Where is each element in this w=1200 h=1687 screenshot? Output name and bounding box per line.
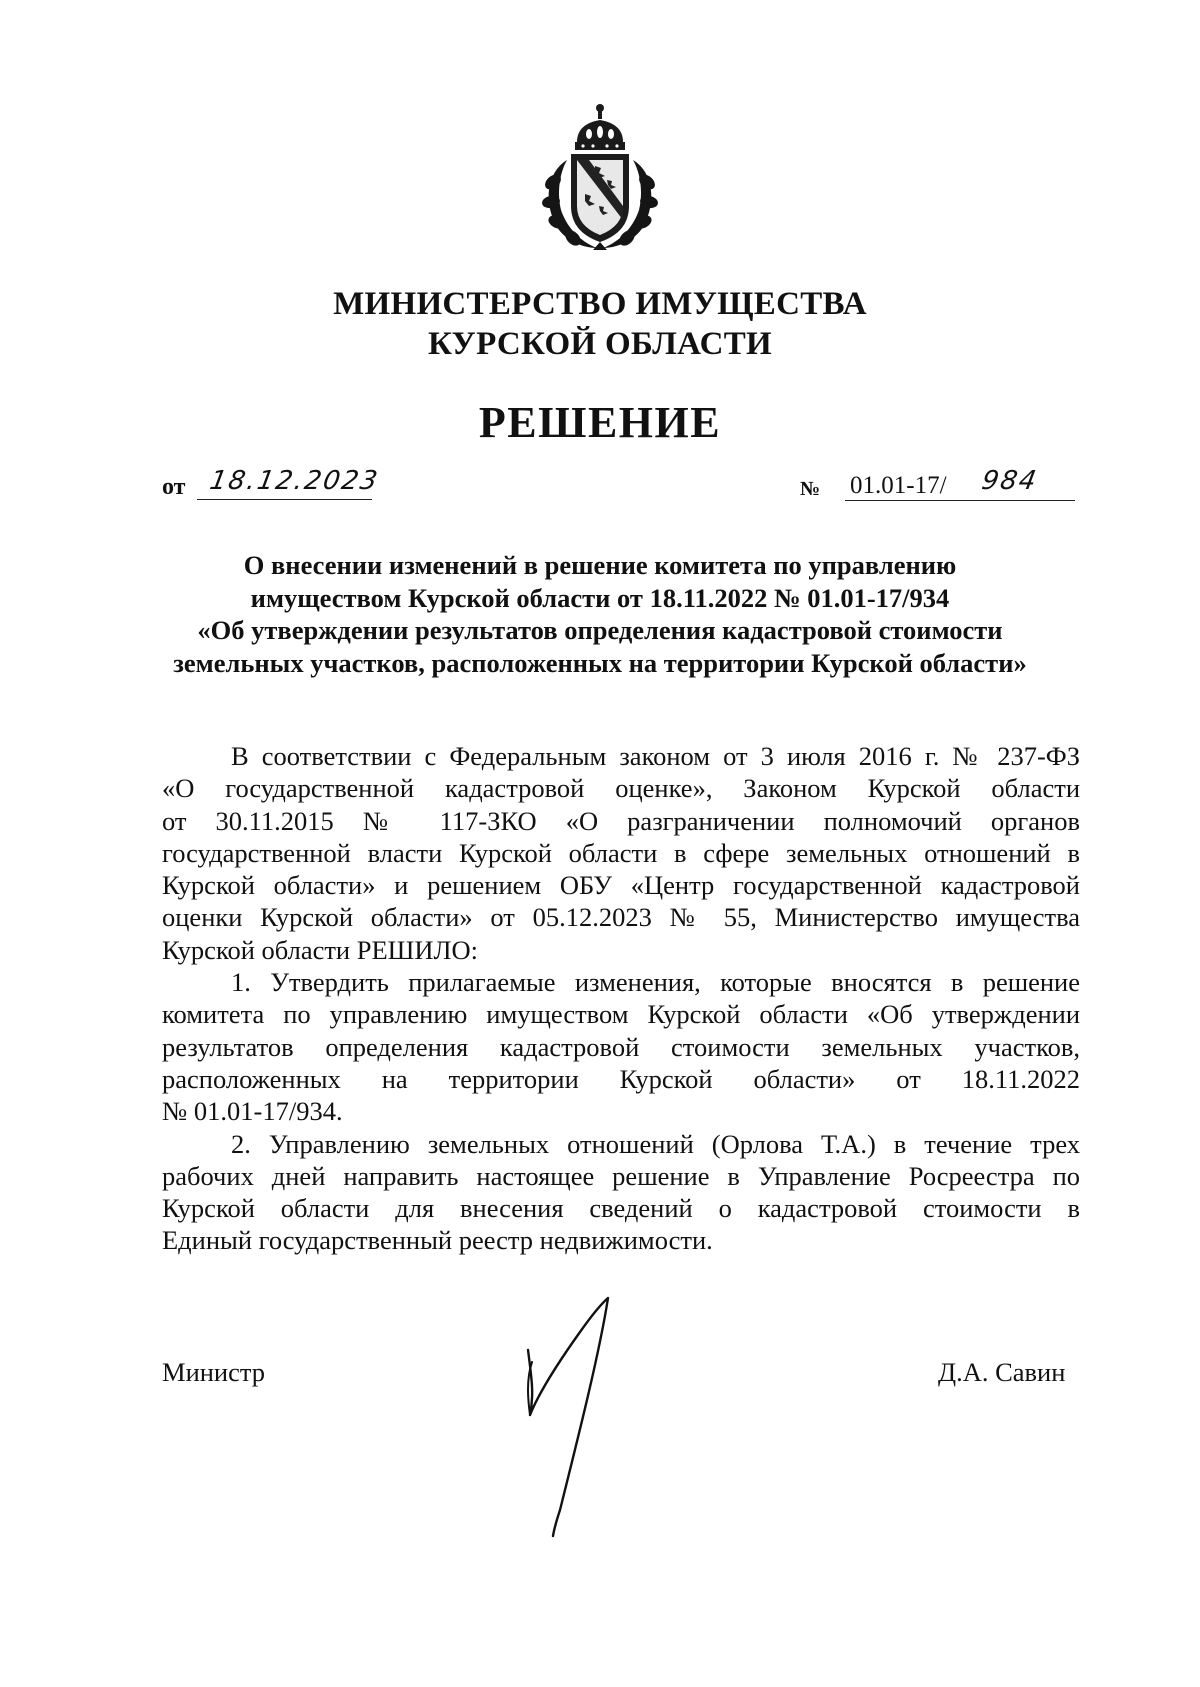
document-subject [130,549,1070,679]
subject-line: «Об утверждении результатов определения кадастровой стоимости [197,615,1003,645]
number-prefix: № [800,478,821,500]
item-2-line: рабочих дней направить настоящее решение в Управление Росреестра по [162,1160,1080,1191]
ministry-name-line2: КУРСКОЙ ОБЛАСТИ [427,326,773,362]
date-prefix: от [162,474,186,500]
handwritten-signature [520,1290,640,1540]
signer-name: Д.А. Савин [938,1357,1066,1387]
subject-line: земельных участков, расположенных на территории Курской области» [173,647,1027,678]
date-underline [197,499,372,500]
number-underline [845,500,1075,501]
paragraph-1-line: «О государственной кадастровой оценке», Законом Курской области [162,773,1080,804]
item-1-line: результатов определения кадастровой стоимости земельных участков, [162,1031,1080,1062]
item-1-line: 1. Утвердить прилагаемые изменения, которые вносятся в решение [231,967,1080,998]
date-value-handwritten: 18.12.2023 [207,466,382,496]
document-number [800,466,1100,506]
item-2-line: 2. Управлению земельных отношений (Орлова Т.А.) в течение трех [231,1128,1080,1159]
document-type-title: РЕШЕНИЕ [478,398,722,447]
coat-of-arms-icon [537,102,663,252]
item-1-line: расположенных на территории Курской области» от 18.11.2022 [162,1063,1080,1094]
paragraph-1-line: государственной власти Курской области в сфере земельных отношений в [162,837,1080,868]
paragraph-1-line: Курской области» и решением ОБУ «Центр государственной кадастровой [162,870,1080,901]
signer-title: Министр [162,1357,266,1387]
subject-line: имуществом Курской области от 18.11.2022 № 01.01-17/934 [250,582,950,613]
number-handwritten: 984 [979,466,1041,496]
document-date [162,466,562,506]
number-printed: 01.01-17/ [850,472,947,499]
paragraph-1-line: Курской области РЕШИЛО: [162,934,479,965]
paragraph-1-line: от 30.11.2015 № 117-ЗКО «О разграничении полномочий органов [162,805,1080,836]
paragraph-1-line: В соответствии с Федеральным законом от 3 июля 2016 г. № 237-ФЗ [231,741,1080,771]
ministry-name-line1: МИНИСТЕРСТВО ИМУЩЕСТВА [333,286,867,322]
paragraph-1-line: оценки Курской области» от 05.12.2023 № 55, Министерство имущества [162,902,1080,933]
item-2-line: Курской области для внесения сведений о кадастровой стоимости в [162,1193,1080,1224]
item-2-line: Единый государственный реестр недвижимости. [162,1225,713,1256]
item-1-line: комитета по управлению имуществом Курской области «Об утверждении [162,999,1080,1030]
item-1-line: № 01.01-17/934. [162,1096,343,1127]
document-body [162,740,1080,1257]
subject-line: О внесении изменений в решение комитета по управлению [243,550,957,580]
